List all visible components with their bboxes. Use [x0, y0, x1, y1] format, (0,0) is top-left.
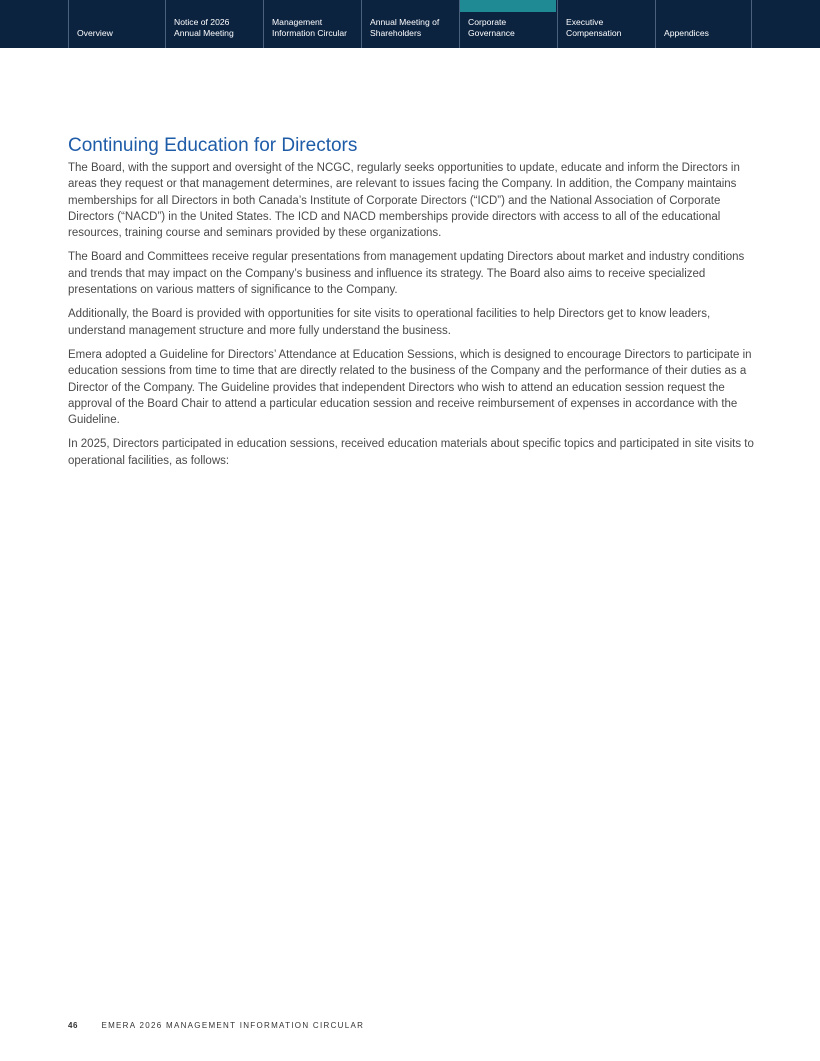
- tab-overview[interactable]: Overview: [68, 0, 165, 48]
- tab-appendices[interactable]: Appendices: [655, 0, 752, 48]
- tab-executive-compensation[interactable]: Executive Compensation: [557, 0, 654, 48]
- paragraph-guideline: Emera adopted a Guideline for Directors’ Attendance at Education Sessions, which is designed to encourage Directors to participate in education sessions from time to time that are directly related to the business of the Company and the performance of their duties as a Director of the Company. The Guideline provides that independent Directors who wish to attend an education session request the approval of the Board Chair to attend a particular education session and receive reimbursement of expenses in accordance with the Guideline.: [68, 348, 752, 427]
- tab-annual-meeting-of-shareholders[interactable]: Annual Meeting of Shareholders: [361, 0, 458, 48]
- page-footer: [68, 1021, 364, 1030]
- section-heading: Continuing Education for Directors: [68, 135, 358, 156]
- page-number: 46: [68, 1021, 78, 1030]
- paragraph-presentations: The Board and Committees receive regular presentations from management updating Directors about market and industry conditions and trends that may impact on the Company’s business and influence its strategy. The Board also aims to receive specialized presentations on various matters of significance to the Company.: [68, 251, 745, 297]
- paragraph-memberships: The Board, with the support and oversight of the NCGC, regularly seeks opportunities to update, educate and inform the Directors in areas they request or that management determines, are relevant to issues facing the Company. In addition, the Company maintains memberships for all Directors in both Canada’s Institute of Corporate Directors (“ICD”) and the National Association of Corporate Directors (“NACD”) in the United States. The ICD and NACD memberships provide directors with access to all of the educational resources, training course and seminars provided by these organizations.: [68, 162, 740, 240]
- top-navigation: [0, 0, 820, 48]
- main-content: [68, 134, 758, 477]
- paragraph-site-visits: Additionally, the Board is provided with opportunities for site visits to operational facilities to help Directors get to know leaders, understand management structure and more fully understand the business.: [68, 308, 711, 337]
- document-title: EMERA 2026 MANAGEMENT INFORMATION CIRCULAR: [101, 1021, 365, 1030]
- paragraph-2025-participation: In 2025, Directors participated in education sessions, received education materials about specific topics and participated in site visits to operational facilities, as follows:: [68, 438, 754, 467]
- tab-management-information-circular[interactable]: Management Information Circular: [263, 0, 360, 48]
- tab-corporate-governance[interactable]: Corporate Governance: [459, 0, 556, 48]
- tab-notice-of-annual-meeting[interactable]: Notice of 2026 Annual Meeting: [165, 0, 262, 48]
